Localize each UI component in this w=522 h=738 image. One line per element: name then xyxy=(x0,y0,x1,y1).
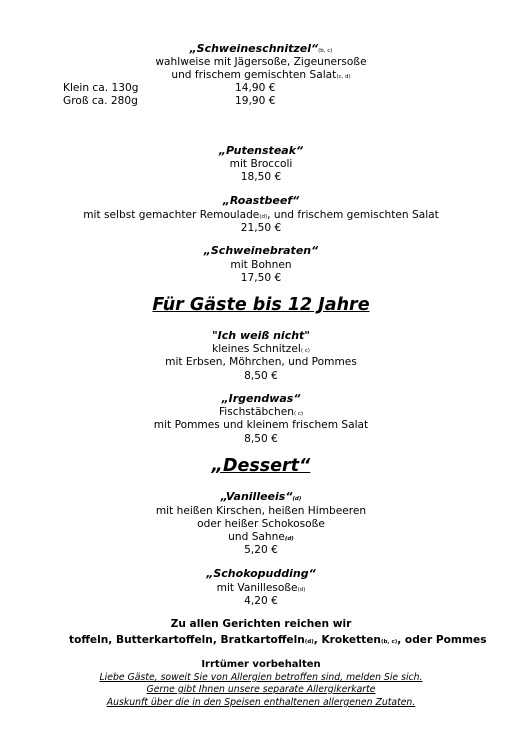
kids-item2-name: „Irgendwas“ xyxy=(221,392,301,405)
roastbeef-desc-part2: , und frischem gemischten Salat xyxy=(267,209,439,221)
schnitzel-size-large-label: Groß ca. 280g xyxy=(63,95,138,107)
schokopudding-price: 4,20 € xyxy=(244,595,278,607)
schnitzel-size-small-price: 14,90 € xyxy=(235,82,276,94)
kids-item2-desc1-text: Fischstäbchen xyxy=(218,406,294,418)
sides-line-part2: , Kroketten xyxy=(313,634,381,646)
putensteak-price: 18,50 € xyxy=(240,171,282,183)
schnitzel-desc-line2-note: (c, d) xyxy=(336,74,351,80)
sides-line-part3: , oder Pommes xyxy=(397,634,487,646)
schokopudding-name: „Schokopudding“ xyxy=(206,567,316,580)
sides-line xyxy=(69,633,487,649)
roastbeef-desc-note: (d) xyxy=(259,214,268,220)
kids-item1-desc1-note: ( c) xyxy=(300,348,310,354)
sides-heading: Zu allen Gerichten reichen wir xyxy=(170,618,352,630)
roastbeef-price: 21,50 € xyxy=(240,222,282,234)
putensteak-name: „Putensteak“ xyxy=(218,144,304,157)
roastbeef-name: „Roastbeef“ xyxy=(222,194,300,207)
vanilleeis-name-note: (d) xyxy=(292,496,302,502)
kids-item2-price: 8,50 € xyxy=(244,433,278,445)
kids-item2-desc1-note: ( c) xyxy=(293,411,304,417)
schnitzel-size-large-price: 19,90 € xyxy=(235,95,276,107)
schweinebraten-price: 17,50 € xyxy=(240,272,282,284)
sides-line-note1: (d) xyxy=(304,639,314,645)
schokopudding-desc-note: (d) xyxy=(297,587,306,593)
kids-item1-name: "Ich weiß nicht" xyxy=(211,329,311,342)
schnitzel-size-small-label: Klein ca. 130g xyxy=(63,82,139,94)
vanilleeis-title xyxy=(0,490,522,506)
kids-heading: Für Gäste bis 12 Jahre xyxy=(152,295,370,315)
footer-line3: Auskunft über die in den Speisen enthaltenen allergenen Zutaten. xyxy=(106,697,416,708)
schnitzel-desc-line1: wahlweise mit Jägersoße, Zigeunersoße xyxy=(155,56,367,68)
schokopudding-desc-text: mit Vanillesoße xyxy=(216,582,298,594)
kids-item1-price: 8,50 € xyxy=(244,370,278,382)
roastbeef-desc-part1: mit selbst gemachter Remoulade xyxy=(83,209,260,221)
sides-line-part1: toffeln, Butterkartoffeln, Bratkartoffeln xyxy=(69,634,305,646)
schnitzel-name: „Schweineschnitzel“ xyxy=(189,42,319,55)
schweinebraten-name: „Schweinebraten“ xyxy=(203,244,319,257)
footer-line2: Gerne gibt Ihnen unsere separate Allergikerkarte xyxy=(146,684,376,695)
vanilleeis-desc3-text: und Sahne xyxy=(228,531,285,543)
vanilleeis-desc3-note: (d) xyxy=(284,536,294,542)
vanilleeis-name: „Vanilleeis“ xyxy=(220,490,293,503)
dessert-heading: „Dessert“ xyxy=(211,456,311,476)
footer-line1: Liebe Gäste, soweit Sie von Allergien betroffen sind, melden Sie sich. xyxy=(99,672,423,683)
sides-line-note2: (b, c) xyxy=(380,639,398,645)
schnitzel-allergen-note: (b, c) xyxy=(318,48,333,54)
footer-title: Irrtümer vorbehalten xyxy=(201,659,321,670)
kids-item1-desc2: mit Erbsen, Möhrchen, und Pommes xyxy=(165,356,357,368)
vanilleeis-price: 5,20 € xyxy=(244,544,278,556)
kids-item1-desc1-text: kleines Schnitzel xyxy=(212,343,301,355)
schnitzel-desc-line2-text: und frischem gemischten Salat xyxy=(171,69,337,81)
vanilleeis-desc2: oder heißer Schokosoße xyxy=(197,518,325,530)
putensteak-desc: mit Broccoli xyxy=(229,158,293,170)
vanilleeis-desc1: mit heißen Kirschen, heißen Himbeeren xyxy=(155,505,367,517)
schweinebraten-desc: mit Bohnen xyxy=(230,259,292,271)
kids-item2-desc2: mit Pommes und kleinem frischem Salat xyxy=(153,419,369,431)
